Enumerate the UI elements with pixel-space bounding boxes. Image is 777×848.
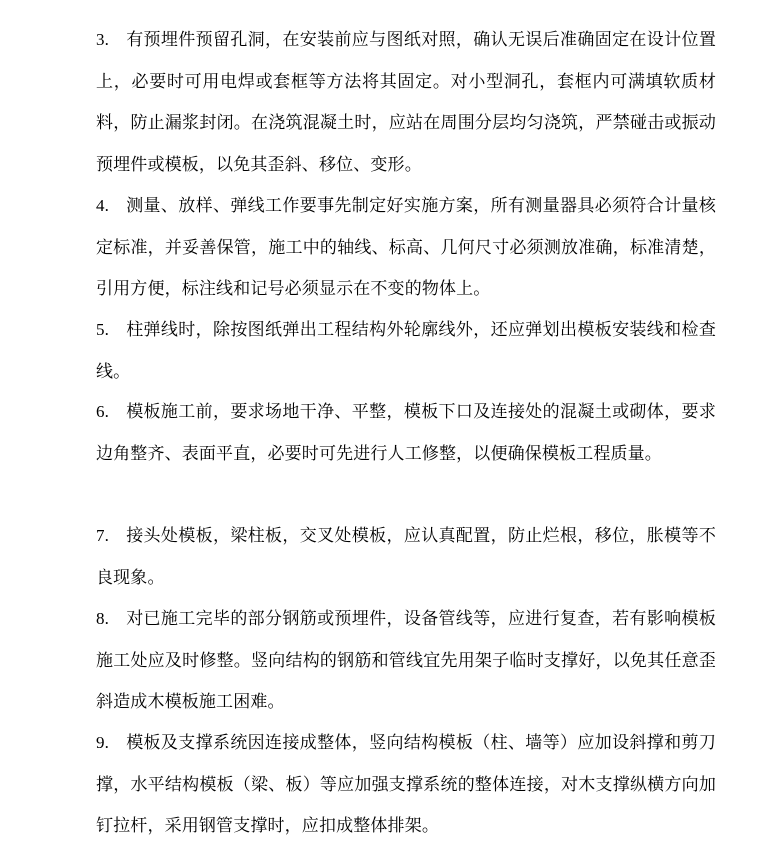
- item-text: 接头处模板，梁柱板，交叉处模板，应认真配置，防止烂根，移位，胀模等不良现象。: [96, 526, 716, 588]
- item-text: 对已施工完毕的部分钢筋或预埋件，设备管线等，应进行复查，若有影响模板施工处应及时修整。竖向结构的钢筋和管线宜先用架子临时支撑好，以免其任意歪斜造成木模板施工困难。: [96, 609, 716, 712]
- list-item: [96, 185, 716, 311]
- item-number: 6.: [96, 402, 110, 421]
- item-text: 测量、放样、弹线工作要事先制定好实施方案，所有测量器具必须符合计量核定标准，并妥善保管，施工中的轴线、标高、几何尺寸必须测放准确，标准清楚，引用方便，标注线和记号必须显示在不变的物体上。: [96, 196, 716, 299]
- item-number: 4.: [96, 196, 110, 215]
- item-number: 9.: [96, 733, 110, 752]
- item-number: 5.: [96, 320, 110, 339]
- item-text: 模板施工前，要求场地干净、平整，模板下口及连接处的混凝土或砌体，要求边角整齐、表面平直，必要时可先进行人工修整，以便确保模板工程质量。: [96, 402, 716, 464]
- item-number: 8.: [96, 609, 110, 628]
- list-item: [96, 391, 716, 475]
- list-item: [96, 309, 716, 393]
- list-item: [96, 515, 716, 599]
- item-text: 有预埋件预留孔洞，在安装前应与图纸对照，确认无误后准确固定在设计位置上，必要时可用电焊或套框等方法将其固定。对小型洞孔，套框内可满填软质材料，防止漏浆封闭。在浇筑混凝土时，应站在周围分层均匀浇筑，严禁碰击或振动预埋件或模板，以免其歪斜、移位、变形。: [96, 30, 716, 175]
- item-number: 3.: [96, 30, 110, 49]
- list-item: [96, 19, 716, 186]
- list-item: [96, 722, 716, 848]
- item-text: 柱弹线时，除按图纸弹出工程结构外轮廓线外，还应弹划出模板安装线和检查线。: [96, 320, 716, 382]
- item-text: 模板及支撑系统因连接成整体，竖向结构模板（柱、墙等）应加设斜撑和剪刀撑，水平结构模板（梁、板）等应加强支撑系统的整体连接，对木支撑纵横方向加钉拉杆，采用钢管支撑时，应扣成整体排架。: [96, 733, 716, 836]
- item-number: 7.: [96, 526, 110, 545]
- list-item: [96, 598, 716, 724]
